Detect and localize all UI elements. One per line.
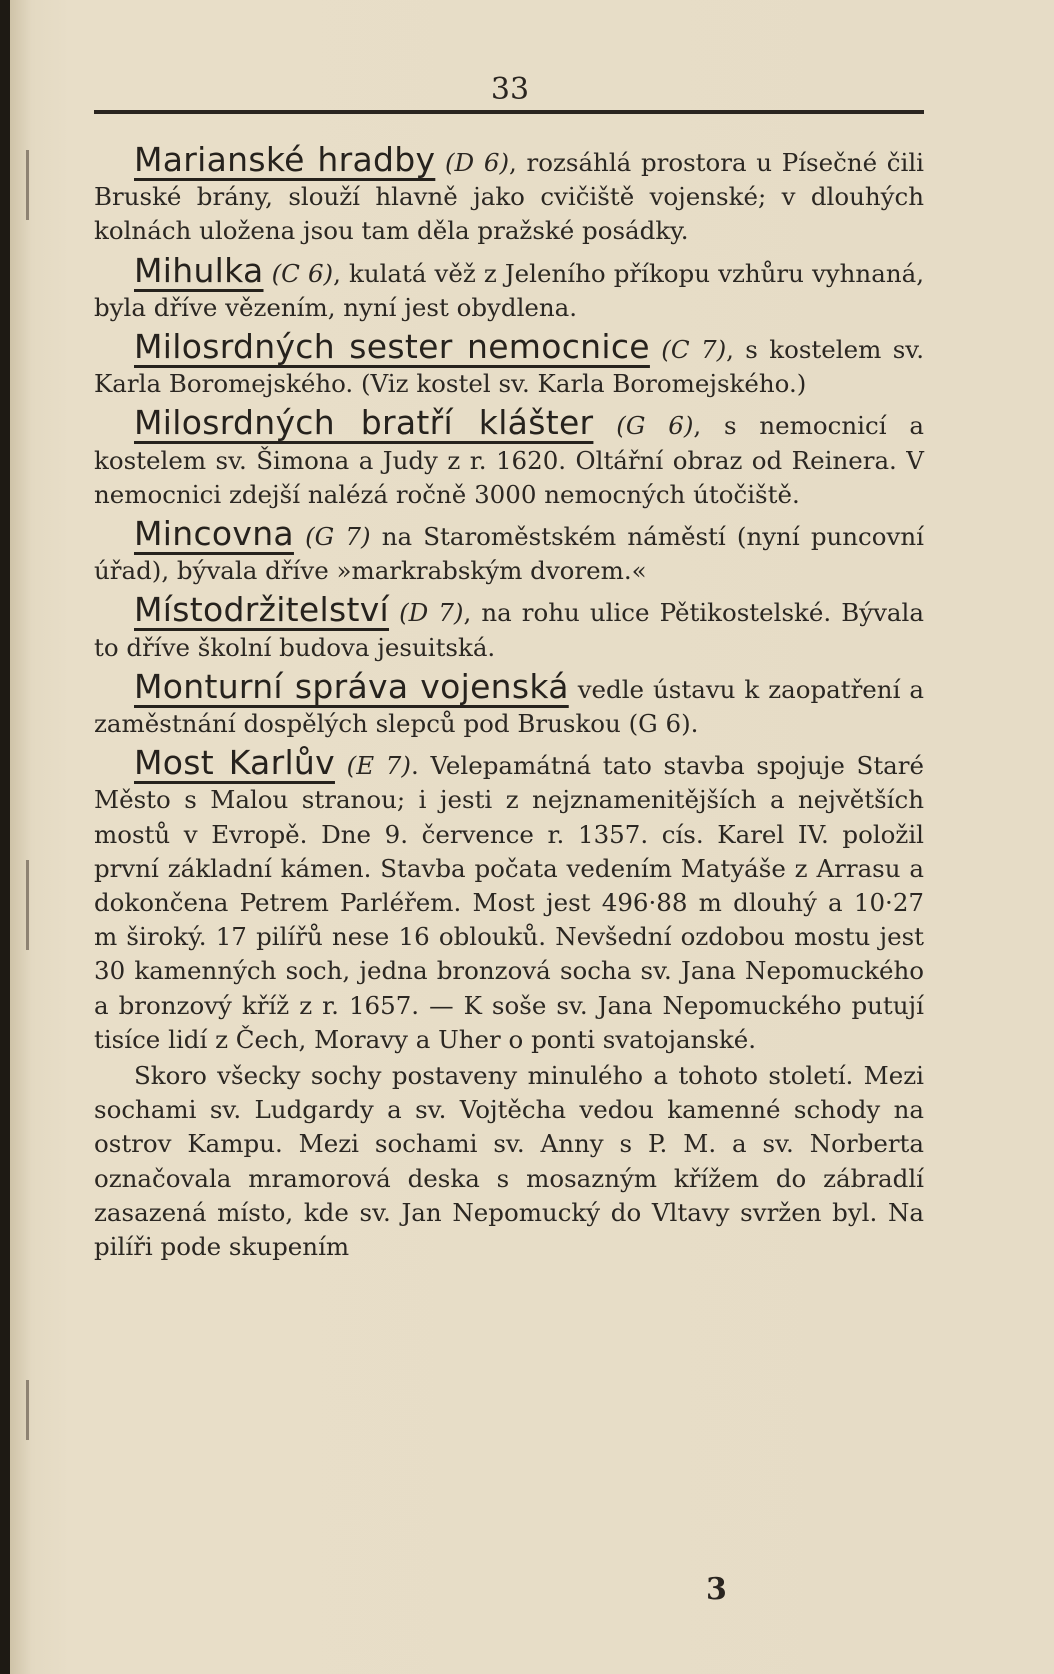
entry-text: na Staroměstském náměstí (nyní puncovní úřad), bývala dříve »markrabským dvorem.« <box>94 522 924 586</box>
entry-coordinate: (D 7) <box>399 598 464 628</box>
entry-coordinate: (C 6) <box>271 258 334 288</box>
spine-mark <box>26 860 29 950</box>
entry-text: . Velepamátná tato stavba spojuje Staré Město s Malou stranou; i jesti z nejznamenitějších a největších mostů v Evropě. Dne 9. července r. 1357. cís. Karel IV. položil první základní kámen. Stavba počata vedením Matyáše z Arrasu a dokončena Petrem Parléřem. Most jest 496·88 m dlouhý a 10·27 m široký. 17 pilířů nese 16 oblouků. Nevšední ozdobou mostu jest 30 kamenných soch, jedna bronzová socha sv. Jana Nepomuckého a bronzový kříž z r. 1657. — K soše sv. Jana Nepomuckého putují tisíce lidí z Čech, Moravy a Uher o ponti svatojanské. <box>94 751 925 1054</box>
entry-text: , rozsáhlá prostora u Písečné čili Bruské brány, slouží hlavně jako cvičiště vojenské; v dlouhých kolnách uložena jsou tam děla pražské posádky. <box>94 148 925 246</box>
entry-marianske-hradby <box>94 140 924 249</box>
entry-coordinate: (C 7) <box>661 335 727 365</box>
entry-mincovna <box>94 514 924 588</box>
entry-term: Most Karlův <box>134 743 335 783</box>
spine-mark <box>26 150 29 220</box>
entry-term: Milosrdných bratří klášter <box>134 403 594 443</box>
entry-coordinate: (E 7) <box>346 751 411 781</box>
book-page <box>10 0 1054 1674</box>
page-number: 33 <box>490 72 530 107</box>
sheet-signature-number: 3 <box>706 1572 727 1607</box>
entry-coordinate: (G 7) <box>305 522 371 552</box>
entry-milosrdnych-sester <box>94 327 924 401</box>
entry-mistodrzitelstvi <box>94 590 924 664</box>
entry-text: , s nemocnicí a kostelem sv. Šimona a Judy z r. 1620. Oltářní obraz od Reinera. V nemocnici zdejší nalézá ročně 3000 nemocných útočiště. <box>94 411 924 509</box>
continuation-paragraph: Skoro všecky sochy postaveny minulého a tohoto století. Mezi sochami sv. Ludgardy a sv. Vojtěcha vedou kamenné schody na ostrov Kampu. Mezi sochami sv. Anny s P. M. a sv. Norberta označovala mramorová deska s mosazným křížem do zábradlí zasazená místo, kde sv. Jan Nepomucký do Vltavy svržen byl. Na pilíři pode skupením <box>94 1061 924 1262</box>
entry-term: Mihulka <box>134 250 264 290</box>
entry-monturni-sprava <box>94 667 924 741</box>
entry-coordinate: (D 6) <box>445 148 510 177</box>
spine-mark <box>26 1380 29 1440</box>
entry-coordinate: (G 6) <box>616 411 694 441</box>
entry-term: Místodržitelství <box>134 590 390 630</box>
entry-term: Monturní správa vojenská <box>134 666 569 706</box>
entry-text: , s kostelem sv. Karla Boromejského. (Viz kostel sv. Karla Boromejského.) <box>94 335 924 399</box>
entry-mihulka <box>94 251 924 325</box>
entry-term: Mincovna <box>134 514 294 554</box>
header-rule <box>94 110 924 114</box>
entry-text: , kulatá věž z Jeleního příkopu vzhůru vyhnaná, byla dříve vězením, nyní jest obydlena. <box>94 258 924 322</box>
entry-term: Milosrdných sester nemocnice <box>134 327 650 367</box>
entry-milosrdnych-bratri <box>94 403 924 512</box>
entry-term: Marianské hradby <box>134 140 436 179</box>
entry-text: vedle ústavu k zaopatření a zaměstnání dospělých slepců pod Bruskou (G 6). <box>94 674 924 739</box>
entry-text: , na rohu ulice Pětikostelské. Bývala to dříve školní budova jesuitská. <box>94 598 924 662</box>
entry-most-karluv <box>94 743 924 1057</box>
page-text <box>94 140 924 1264</box>
